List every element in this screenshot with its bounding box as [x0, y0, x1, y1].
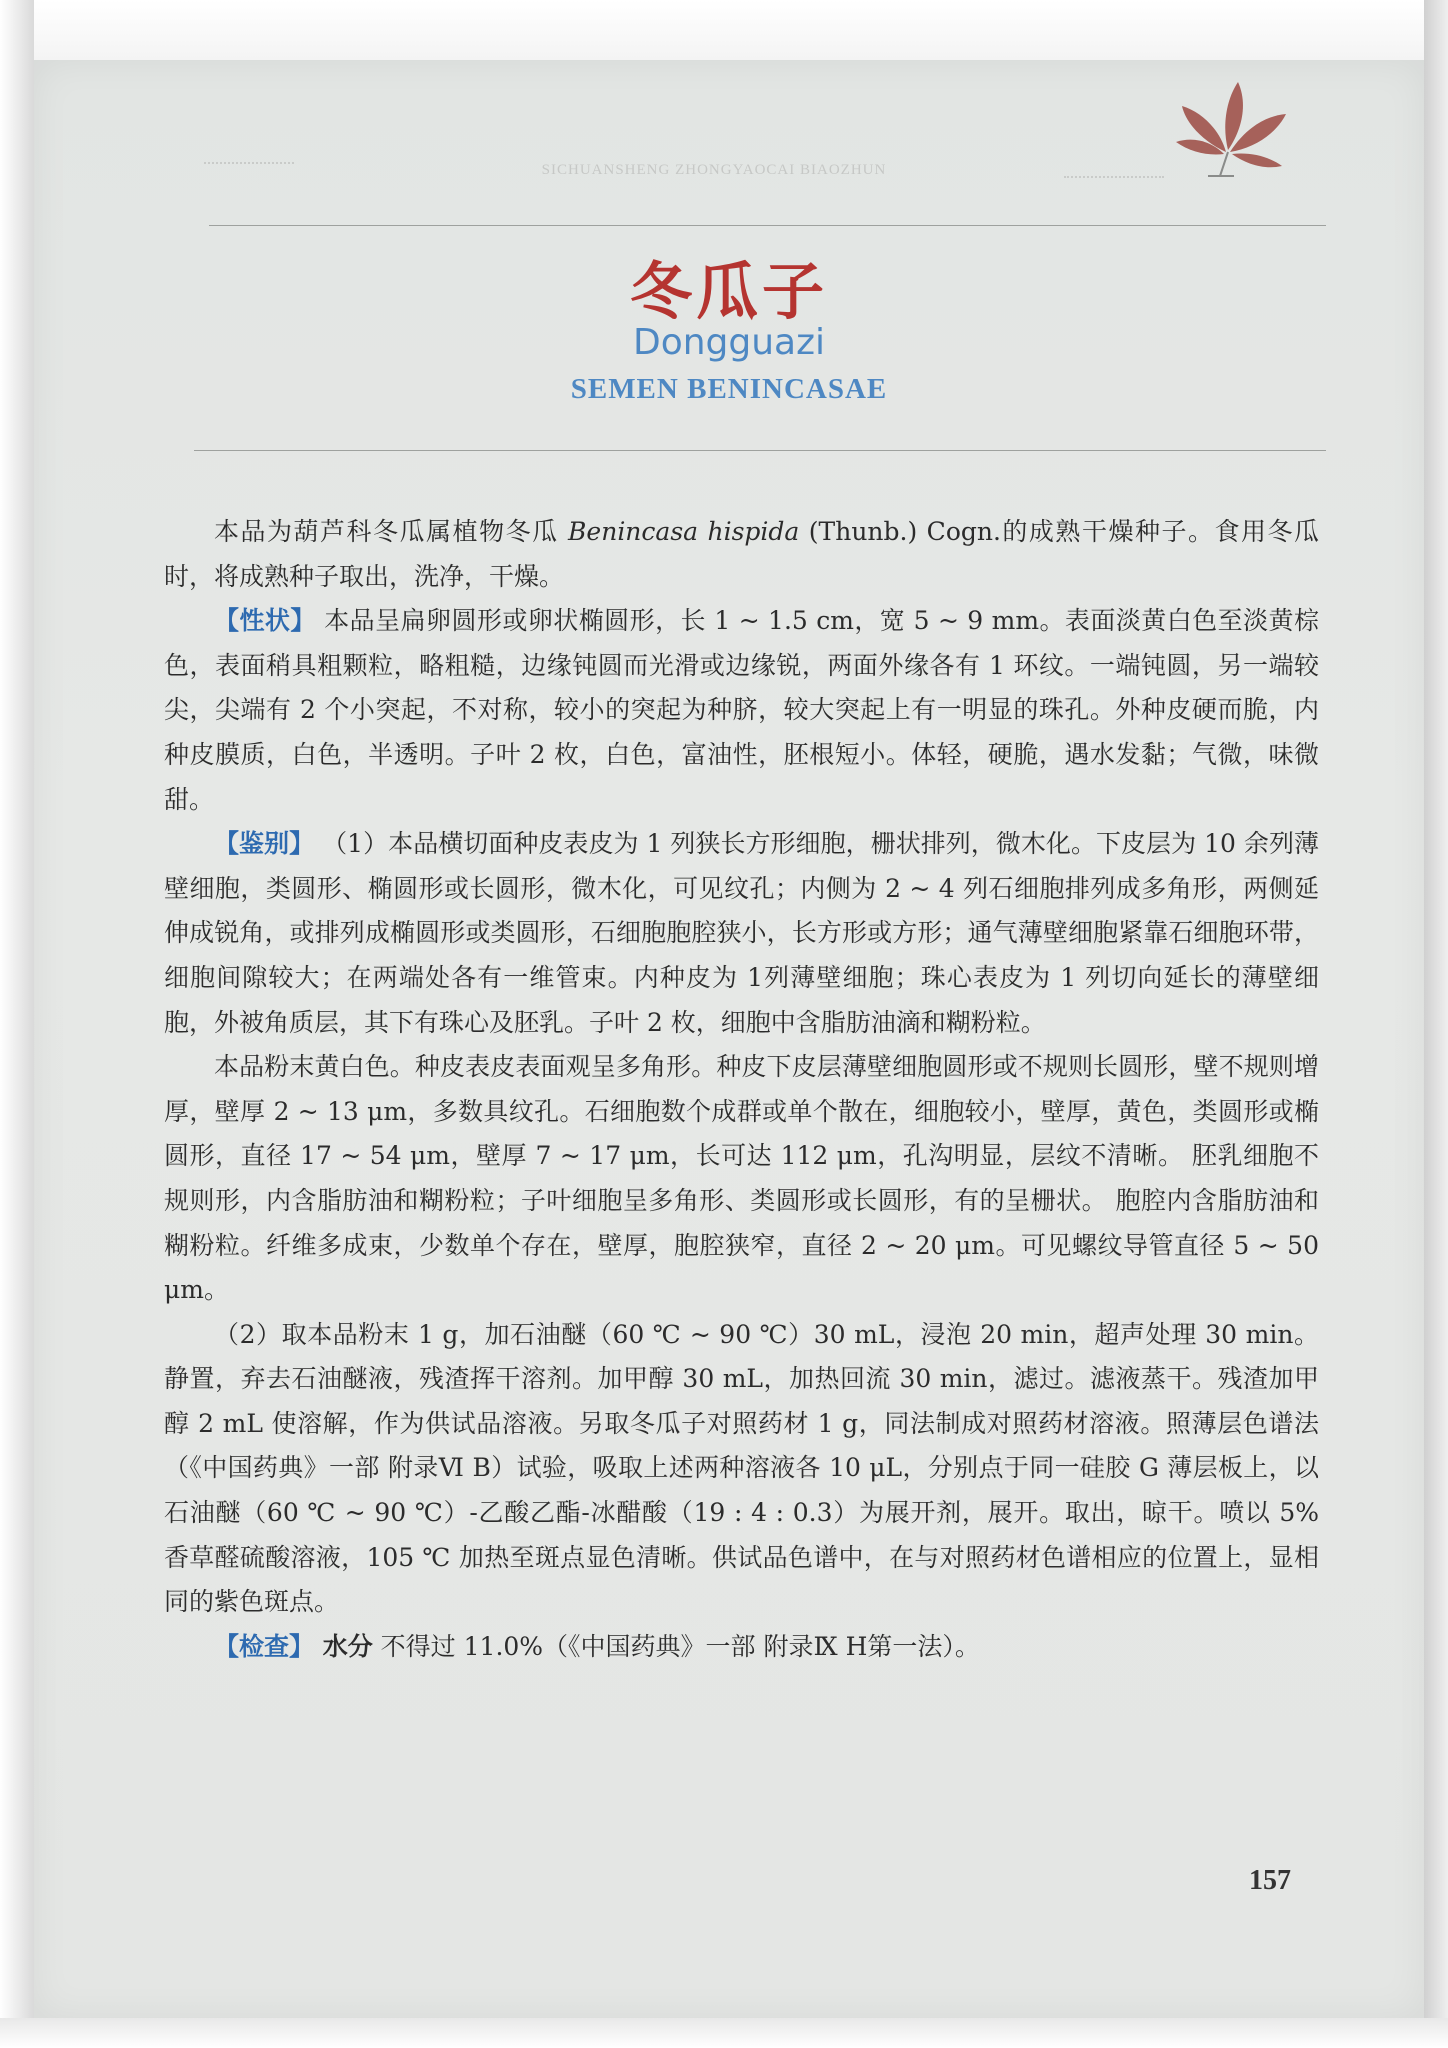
inspection-item-moisture: 水分 [314, 1631, 373, 1661]
photo-background-left [0, 0, 34, 2048]
section-label-inspection: 【检查】 [214, 1631, 315, 1661]
monograph-title-chinese: 冬瓜子 [629, 255, 828, 328]
tlc-paragraph [164, 1313, 1319, 1625]
section-label-identification: 【鉴别】 [214, 829, 315, 859]
intro-text-before: 本品为葫芦科冬瓜属植物冬瓜 [214, 517, 569, 546]
tlc-text: （2）取本品粉末 1 g，加石油醚（60 ℃ ~ 90 ℃）30 mL，浸泡 20 min，超声处理 30 min。静置，弃去石油醚液，残渣挥干溶剂。加甲醇 30 mL，加热回流 30 min，滤过。滤液蒸干。残渣加甲醇 2 mL 使溶解，作为供试品溶液。另取冬瓜子对照药材 1 g，同法制成对照药材溶液。照薄层色谱法（《中国药典》一部 附录Ⅵ B）试验，吸取上述两种溶液各 10 μL，分别点于同一硅胶 G 薄层板上，以石油醚（60 ℃ ~ 90 ℃）-乙酸乙酯-冰醋酸（19 : 4 : 0.3）为展开剂，展开。取出，晾干。喷以 5% 香草醛硫酸溶液，105 ℃ 加热至斑点显色清晰。供试品色谱中，在与对照药材色谱相应的位置上，显相同的紫色斑点。 [164, 1319, 1319, 1617]
identification-text: （1）本品横切面种皮表皮为 1 列狭长方形细胞，栅状排列，微木化。下皮层为 10 余列薄壁细胞，类圆形、椭圆形或长圆形，微木化，可见纹孔；内侧为 2 ~ 4 列石细胞排列成多角形，两侧延伸成锐角，或排列成椭圆形或类圆形，石细胞胞腔狭小，长方形或方形；通气薄壁细胞紧靠石细胞环带，细胞间隙较大；在两端处各有一维管束。内种皮为 1列薄壁细胞；珠心表皮为 1 列切向延长的薄壁细胞，外被角质层，其下有珠心及胚乳。子叶 2 枚，细胞中含脂肪油滴和糊粉粒。 [164, 829, 1319, 1037]
intro-paragraph [164, 510, 1319, 599]
character-text: 本品呈扁卵圆形或卵状椭圆形，长 1 ~ 1.5 cm，宽 5 ~ 9 mm。表面淡黄白色至淡黄棕色，表面稍具粗颗粒，略粗糙，边缘钝圆而光滑或边缘锐，两面外缘各有 1 环纹。一端钝圆，另一端较尖，尖端有 2 个小突起，不对称，较小的突起为种脐，较大突起上有一明显的珠孔。外种皮硬而脆，内种皮膜质，白色，半透明。子叶 2 枚，白色，富油性，胚根短小。体轻，硬脆，遇水发黏；气微，味微甜。 [164, 606, 1319, 814]
title-rule-top [209, 225, 1326, 226]
inspection-text: 不得过 11.0%（《中国药典》一部 附录Ⅸ H第一法）。 [372, 1631, 980, 1661]
monograph-body [164, 510, 1319, 1669]
identification-paragraph [164, 822, 1319, 1045]
intro-text-after: (Thunb.) Cogn.的成熟干燥种子。食用冬瓜时，将成熟种子取出，洗净，干燥。 [164, 517, 1319, 591]
section-label-character: 【性状】 [214, 606, 316, 636]
powder-paragraph [164, 1045, 1319, 1313]
inspection-paragraph [164, 1625, 1319, 1670]
title-rule-bottom [194, 450, 1326, 451]
header-dotted-line-left [204, 162, 294, 164]
running-head-text: SICHUANSHENG ZHONGYAOCAI BIAOZHUN [541, 162, 887, 178]
species-latin-name: Benincasa hispida [568, 517, 800, 546]
page-number: 157 [1249, 1865, 1291, 1896]
book-page [34, 60, 1424, 2018]
monograph-title-pinyin: Dongguazi [632, 322, 826, 363]
header-dotted-line-right [1064, 176, 1164, 178]
powder-text: 本品粉末黄白色。种皮表皮表面观呈多角形。种皮下皮层薄壁细胞圆形或不规则长圆形，壁不规则增厚，壁厚 2 ~ 13 μm，多数具纹孔。石细胞数个成群或单个散在，细胞较小，壁厚，黄色，类圆形或椭圆形，直径 17 ~ 54 μm，壁厚 7 ~ 17 μm，长可达 112 μm，孔沟明显，层纹不清晰。 胚乳细胞不规则形，内含脂肪油和糊粉粒；子叶细胞呈多角形、类圆形或长圆形，有的呈栅状。 胞腔内含脂肪油和糊粉粒。纤维多成束，少数单个存在，壁厚，胞腔狭窄，直径 2 ~ 20 μm。可见螺纹导管直径 5 ~ 50 μm。 [164, 1052, 1319, 1305]
leaf-logo-icon [1164, 72, 1294, 182]
photo-background-bottom [0, 2018, 1448, 2048]
photo-background-right [1424, 0, 1448, 2048]
photo-background-top [0, 0, 1448, 60]
monograph-title-latin: SEMEN BENINCASAE [570, 373, 888, 405]
character-paragraph [164, 599, 1319, 822]
